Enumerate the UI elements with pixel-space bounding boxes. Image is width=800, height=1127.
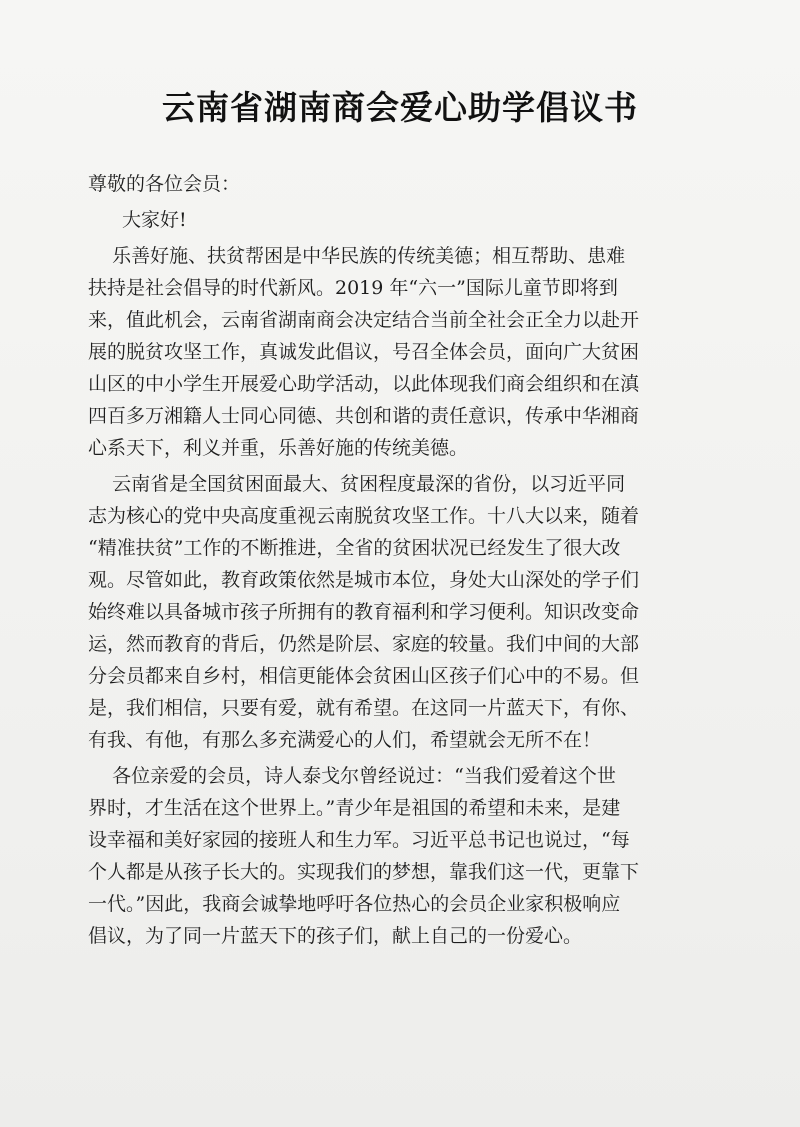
text-line: 一代。”因此，我商会诚挚地呼吁各位热心的会员企业家积极响应 [88, 893, 621, 915]
paragraph-1 [88, 240, 696, 464]
text-line: 乐善好施、扶贫帮困是中华民族的传统美德；相互帮助、患难 [88, 245, 626, 267]
text-line: 心系天下，利义并重，乐善好施的传统美德。 [88, 437, 469, 459]
text-line: 扶持是社会倡导的时代新风。2019 年“六一”国际儿童节即将到 [88, 277, 618, 299]
text-line: 分会员都来自乡村，相信更能体会贫困山区孩子们心中的不易。但 [88, 665, 640, 687]
salutation: 尊敬的各位会员： [88, 173, 241, 195]
greeting: 大家好! [122, 209, 187, 231]
paragraph-2 [88, 468, 696, 756]
paragraph-3 [88, 760, 696, 952]
text-line: 有我、有他，有那么多充满爱心的人们，希望就会无所不在！ [88, 729, 602, 751]
document-title: 云南省湖南商会爱心助学倡议书 [162, 88, 638, 127]
document-body [88, 168, 696, 952]
text-line: 四百多万湘籍人士同心同德、共创和谐的责任意识，传承中华湘商 [88, 405, 640, 427]
text-line: 观。尽管如此，教育政策依然是城市本位，身处大山深处的学子们 [88, 569, 640, 591]
text-line: 山区的中小学生开展爱心助学活动，以此体现我们商会组织和在滇 [88, 373, 640, 395]
text-line: 志为核心的党中央高度重视云南脱贫攻坚工作。十八大以来，随着 [88, 505, 640, 527]
text-line: “精准扶贫”工作的不断推进，全省的贫困状况已经发生了很大改 [88, 537, 621, 559]
text-line: 界时，才生活在这个世界上。”青少年是祖国的希望和未来，是建 [88, 797, 621, 819]
text-line: 设幸福和美好家园的接班人和生力军。习近平总书记也说过，“每 [88, 829, 630, 851]
text-line: 云南省是全国贫困面最大、贫困程度最深的省份，以习近平同 [88, 473, 626, 495]
text-line: 运，然而教育的背后，仍然是阶层、家庭的较量。我们中间的大部 [88, 633, 640, 655]
text-line: 个人都是从孩子长大的。实现我们的梦想，靠我们这一代，更靠下 [88, 861, 640, 883]
text-line: 是，我们相信，只要有爱，就有希望。在这同一片蓝天下，有你、 [88, 697, 640, 719]
text-line: 来，值此机会，云南省湖南商会决定结合当前全社会正全力以赴开 [88, 309, 640, 331]
text-line: 展的脱贫攻坚工作，真诚发此倡议，号召全体会员，面向广大贫困 [88, 341, 640, 363]
text-line: 始终难以具备城市孩子所拥有的教育福利和学习便利。知识改变命 [88, 601, 640, 623]
text-line: 倡议，为了同一片蓝天下的孩子们，献上自己的一份爱心。 [88, 925, 583, 947]
text-line: 各位亲爱的会员，诗人泰戈尔曾经说过：“当我们爱着这个世 [88, 765, 616, 787]
